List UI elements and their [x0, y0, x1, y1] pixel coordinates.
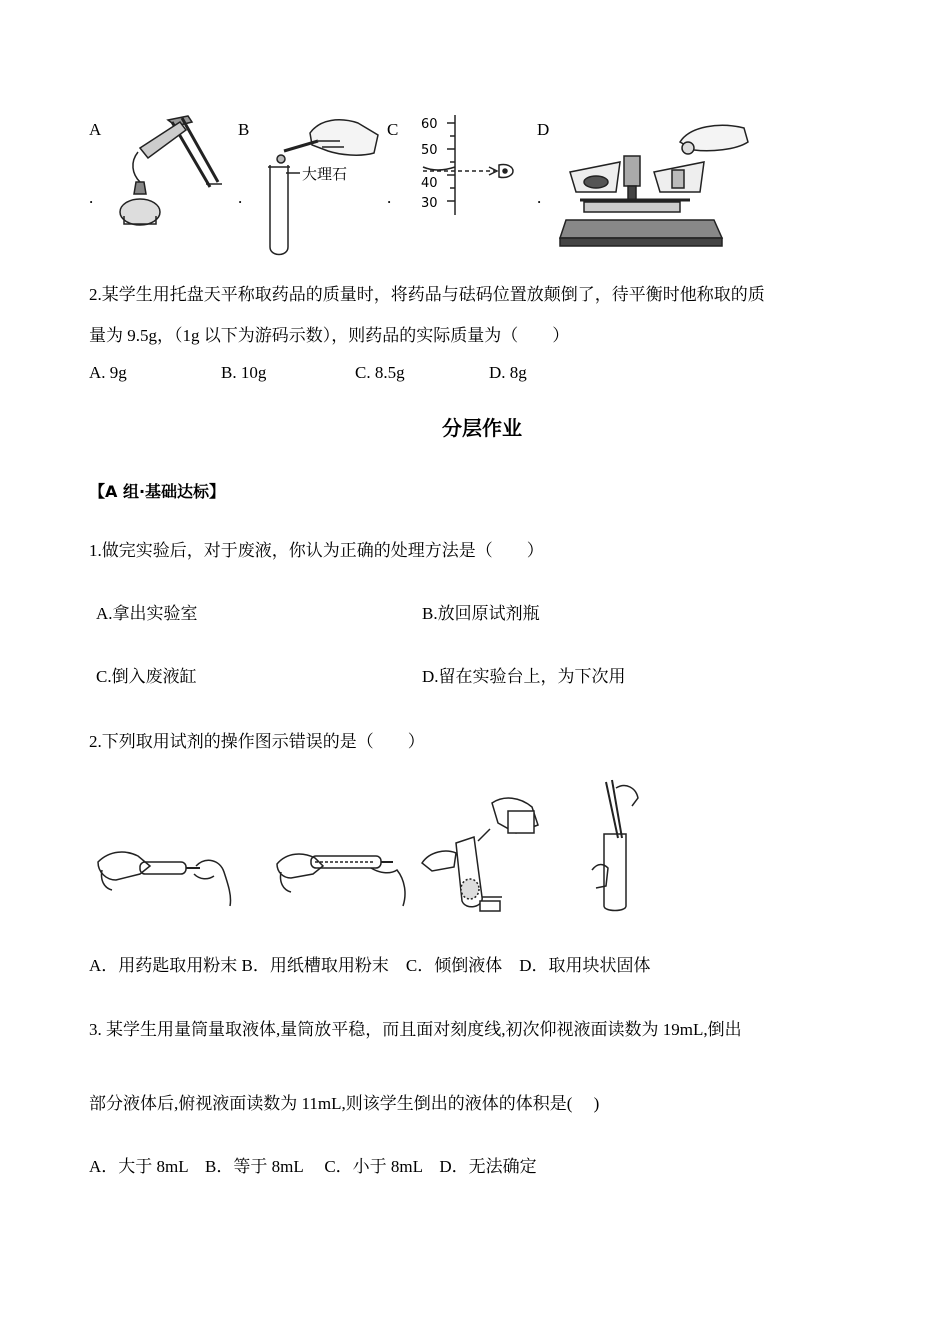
a2-figure-block-solid-illustration	[588, 778, 648, 913]
figure-dot-b: .	[238, 188, 243, 207]
a1-option-a: A.拿出实验室	[96, 604, 198, 623]
group-a-heading: 【A 组·基础达标】	[89, 482, 226, 501]
a1-option-b: B.放回原试剂瓶	[422, 604, 540, 623]
figure-c-tick-50: 50	[421, 143, 438, 158]
a1-question: 1.做完实验后，对于废液，你认为正确的处理方法是（ ）	[89, 541, 544, 560]
a3-line1: 3. 某学生用量筒量取液体,量筒放平稳，而且面对刻度线,初次仰视液面读数为 19mL,倒出	[89, 1020, 742, 1039]
a3-line2: 部分液体后,俯视液面读数为 11mL,则该学生倒出的液体的体积是( )	[89, 1094, 600, 1113]
q2-option-a: A. 9g	[89, 363, 127, 382]
q2-text-line1: 2.某学生用托盘天平称取药品的质量时，将药品与砝码位置放颠倒了，待平衡时他称取的质	[89, 285, 765, 304]
figure-dot-c: .	[387, 188, 392, 207]
q2-text-line2: 量为 9.5g，（1g 以下为游码示数），则药品的实际质量为（ ）	[89, 326, 570, 345]
a3-options: A．大于 8mL B．等于 8mL C．小于 8mL D．无法确定	[89, 1157, 537, 1176]
figure-b-marble-label: 大理石	[302, 165, 348, 183]
figure-c-cylinder-reading-illustration	[405, 113, 525, 218]
q2-option-b: B. 10g	[221, 363, 267, 382]
a2-figure-paper-trough-illustration	[275, 840, 415, 910]
a2-options: A．用药匙取用粉末 B．用纸槽取用粉末 C．倾倒液体 D．取用块状固体	[89, 956, 651, 975]
a1-option-c: C.倒入废液缸	[96, 667, 197, 686]
layered-homework-title: 分层作业	[442, 416, 522, 440]
q2-option-d: D. 8g	[489, 363, 527, 382]
figure-c-tick-60: 60	[421, 117, 438, 132]
a2-question: 2.下列取用试剂的操作图示错误的是（ ）	[89, 732, 425, 751]
figure-c-tick-30: 30	[421, 196, 438, 211]
figure-dot-d: .	[537, 188, 542, 207]
figure-b-marble-test-tube-illustration	[260, 115, 385, 260]
figure-dot-a: .	[89, 188, 94, 207]
figure-label-c: C	[387, 120, 399, 139]
q2-option-c: C. 8.5g	[355, 363, 405, 382]
figure-label-d: D	[537, 120, 550, 139]
figure-label-b: B	[238, 120, 250, 139]
figure-a-alcohol-lamp-illustration	[110, 112, 235, 232]
a2-figure-pour-liquid-illustration	[420, 793, 550, 913]
a1-option-d: D.留在实验台上，为下次用	[422, 667, 626, 686]
figure-c-tick-40: 40	[421, 176, 438, 191]
figure-label-a: A	[89, 120, 102, 139]
figure-d-balance-illustration	[560, 112, 760, 254]
a2-figure-spoon-powder-illustration	[96, 840, 236, 910]
